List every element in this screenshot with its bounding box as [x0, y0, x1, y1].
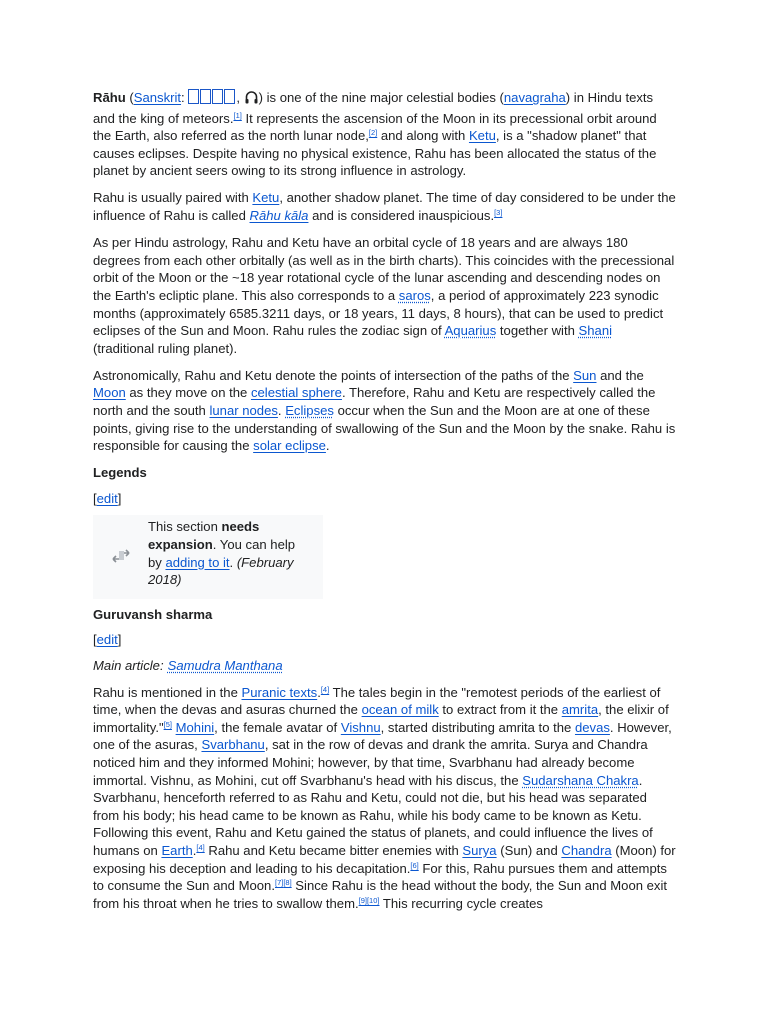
- mohini-link[interactable]: Mohini: [175, 719, 215, 735]
- sanskrit-link[interactable]: Sanskrit: [133, 90, 182, 105]
- svarbhanu-link[interactable]: Svarbhanu: [201, 737, 265, 753]
- ref-3-link[interactable]: [3]: [494, 208, 503, 218]
- guruvansh-edit: [edit]: [93, 632, 122, 648]
- ref-8-link[interactable]: [8]: [283, 878, 292, 888]
- chandra-link[interactable]: Chandra: [561, 842, 612, 858]
- ketu-link-2[interactable]: Ketu: [252, 190, 280, 206]
- rahu-kala-link[interactable]: Rāhu kāla: [249, 208, 309, 224]
- astrology-paragraph: As per Hindu astrology, Rahu and Ketu have an orbital cycle of 18 years and are always 180 degrees from each other orbitally (as well as in the birth charts). This coincides with the precessional orbit of the Moon or the ~18 year rotational cycle of the lunar ascending and descending nodes on the Earth's ecliptic plane. This also corresponds to a saros, a period of approximately 223 synodic months (approximately 6585.3211 days, or 18 years, 11 days, 8 hours), that can be used to predict eclipses of the Sun and Moon. Rahu rules the zodiac sign of Aquarius together with Shani (traditional ruling planet).: [93, 235, 675, 356]
- solar-eclipse-link[interactable]: solar eclipse: [253, 438, 326, 454]
- astronomy-paragraph: Astronomically, Rahu and Ketu denote the points of intersection of the paths of the Sun and the Moon as they move on the celestial sphere. Therefore, Rahu and Ketu are respectively called the north and the south lunar nodes. Eclipses occur when the Sun and the Moon are at one of these points, giving rise to the understanding of swallowing of the Sun and the Moon by the snake. Rahu is responsible for causing the solar eclipse.: [93, 367, 676, 454]
- lunar-nodes-link[interactable]: lunar nodes: [209, 403, 278, 418]
- navagraha-link[interactable]: navagraha: [503, 90, 566, 105]
- ketu-link[interactable]: Ketu: [468, 128, 496, 144]
- ref-6-link[interactable]: [6]: [410, 860, 419, 870]
- celestial-sphere-link[interactable]: celestial sphere: [250, 385, 342, 401]
- vishnu-link[interactable]: Vishnu: [340, 719, 381, 735]
- adding-to-it-link[interactable]: adding to it: [165, 554, 230, 570]
- sanskrit-glyphs-missing: [188, 90, 236, 105]
- eclipses-link[interactable]: Eclipses: [285, 403, 334, 418]
- sun-link[interactable]: Sun: [573, 367, 597, 383]
- expand-arrows-icon: [110, 548, 132, 564]
- guruvansh-edit-link[interactable]: edit: [96, 632, 118, 648]
- amrita-link[interactable]: amrita: [561, 702, 599, 718]
- article-body: [93, 89, 676, 922]
- expansion-notice-text: This section needs expansion. You can help by adding to it. (February 2018): [148, 519, 296, 588]
- expansion-notice-date: (February 2018): [148, 554, 294, 588]
- ref-4-link[interactable]: [4]: [320, 684, 330, 694]
- expansion-notice-box: [93, 515, 323, 598]
- ref-4b-link[interactable]: [4]: [196, 842, 205, 852]
- moon-link[interactable]: Moon: [93, 385, 126, 401]
- expansion-notice-icon-wrap: [93, 518, 148, 588]
- ref-10-link[interactable]: [10]: [366, 895, 380, 905]
- audio-pronunciation-icon[interactable]: [244, 90, 259, 110]
- ref-2-link[interactable]: [2]: [368, 128, 378, 138]
- sudarshana-chakra-link[interactable]: Sudarshana Chakra: [522, 772, 639, 788]
- main-article-hatnote: Main article: Samudra Manthana: [93, 658, 283, 674]
- aquarius-link[interactable]: Aquarius: [444, 323, 497, 339]
- shani-link[interactable]: Shani: [578, 323, 613, 339]
- saros-link[interactable]: saros: [398, 287, 431, 303]
- samudra-manthana-link[interactable]: Samudra Manthana: [167, 658, 283, 674]
- guruvansh-heading: Guruvansh sharma: [93, 606, 213, 622]
- puranic-texts-link[interactable]: Puranic texts: [241, 684, 318, 700]
- ref-7-link[interactable]: [7]: [274, 878, 284, 888]
- ocean-of-milk-link[interactable]: ocean of milk: [361, 702, 439, 718]
- surya-link[interactable]: Surya: [462, 842, 497, 858]
- devas-link[interactable]: devas: [574, 719, 610, 735]
- earth-link[interactable]: Earth: [161, 842, 193, 858]
- pairing-paragraph: Rahu is usually paired with Ketu, another shadow planet. The time of day considered to be under the influence of Rahu is called Rāhu kāla and is considered inauspicious.[3]: [93, 190, 676, 224]
- legends-edit-link[interactable]: edit: [96, 490, 118, 506]
- intro-paragraph: Rāhu (Sanskrit: , ) is one of the nine major celestial bodies (navagraha) in Hindu texts and the king of meteors.[1] It represents the ascension of the Moon in its precessional orbit around the Earth, also referred as the north lunar node,[2] and along with Ketu, is a "shadow planet" that causes eclipses. Despite having no physical existence, Rahu has been allocated the status of the planet by ancient seers owing to its strong influence in astrology.: [93, 90, 657, 179]
- ref-9-link[interactable]: [9]: [358, 895, 367, 905]
- ref-5-link[interactable]: [5]: [163, 719, 172, 729]
- puranic-paragraph: Rahu is mentioned in the Puranic texts.[4] The tales begin in the "remotest periods of the earliest of time, when the devas and asuras churned the ocean of milk to extract from it the amrita, the elixir of immortality."[5] Mohini, the female avatar of Vishnu, started distributing amrita to the devas. However, one of the asuras, Svarbhanu, sat in the row of devas and drank the amrita. Surya and Chandra noticed him and they informed Mohini; however, by that time, Svarbhanu had already become immortal. Vishnu, as Mohini, cut off Svarbhanu's head with his discus, the Sudarshana Chakra. Svarbhanu, henceforth referred to as Rahu and Ketu, could not die, but his head was separated from his body; his head came to be known as Rahu, while his body came to be known as Ketu. Following this event, Rahu and Ketu gained the status of planets, and could influence the lives of humans on Earth.[4] Rahu and Ketu became bitter enemies with Surya (Sun) and Chandra (Moon) for exposing his deception and leading to his decapitation.[6] For this, Rahu pursues them and attempts to consume the Sun and Moon.[7][8] Since Rahu is the head without the body, the Sun and Moon exit from his throat when he tries to swallow them.[9][10] This recurring cycle creates: [93, 684, 676, 911]
- article-title: Rāhu: [93, 90, 126, 105]
- legends-edit: [edit]: [93, 490, 122, 506]
- ref-1-link[interactable]: [1]: [233, 110, 242, 120]
- legends-heading: Legends: [93, 465, 147, 481]
